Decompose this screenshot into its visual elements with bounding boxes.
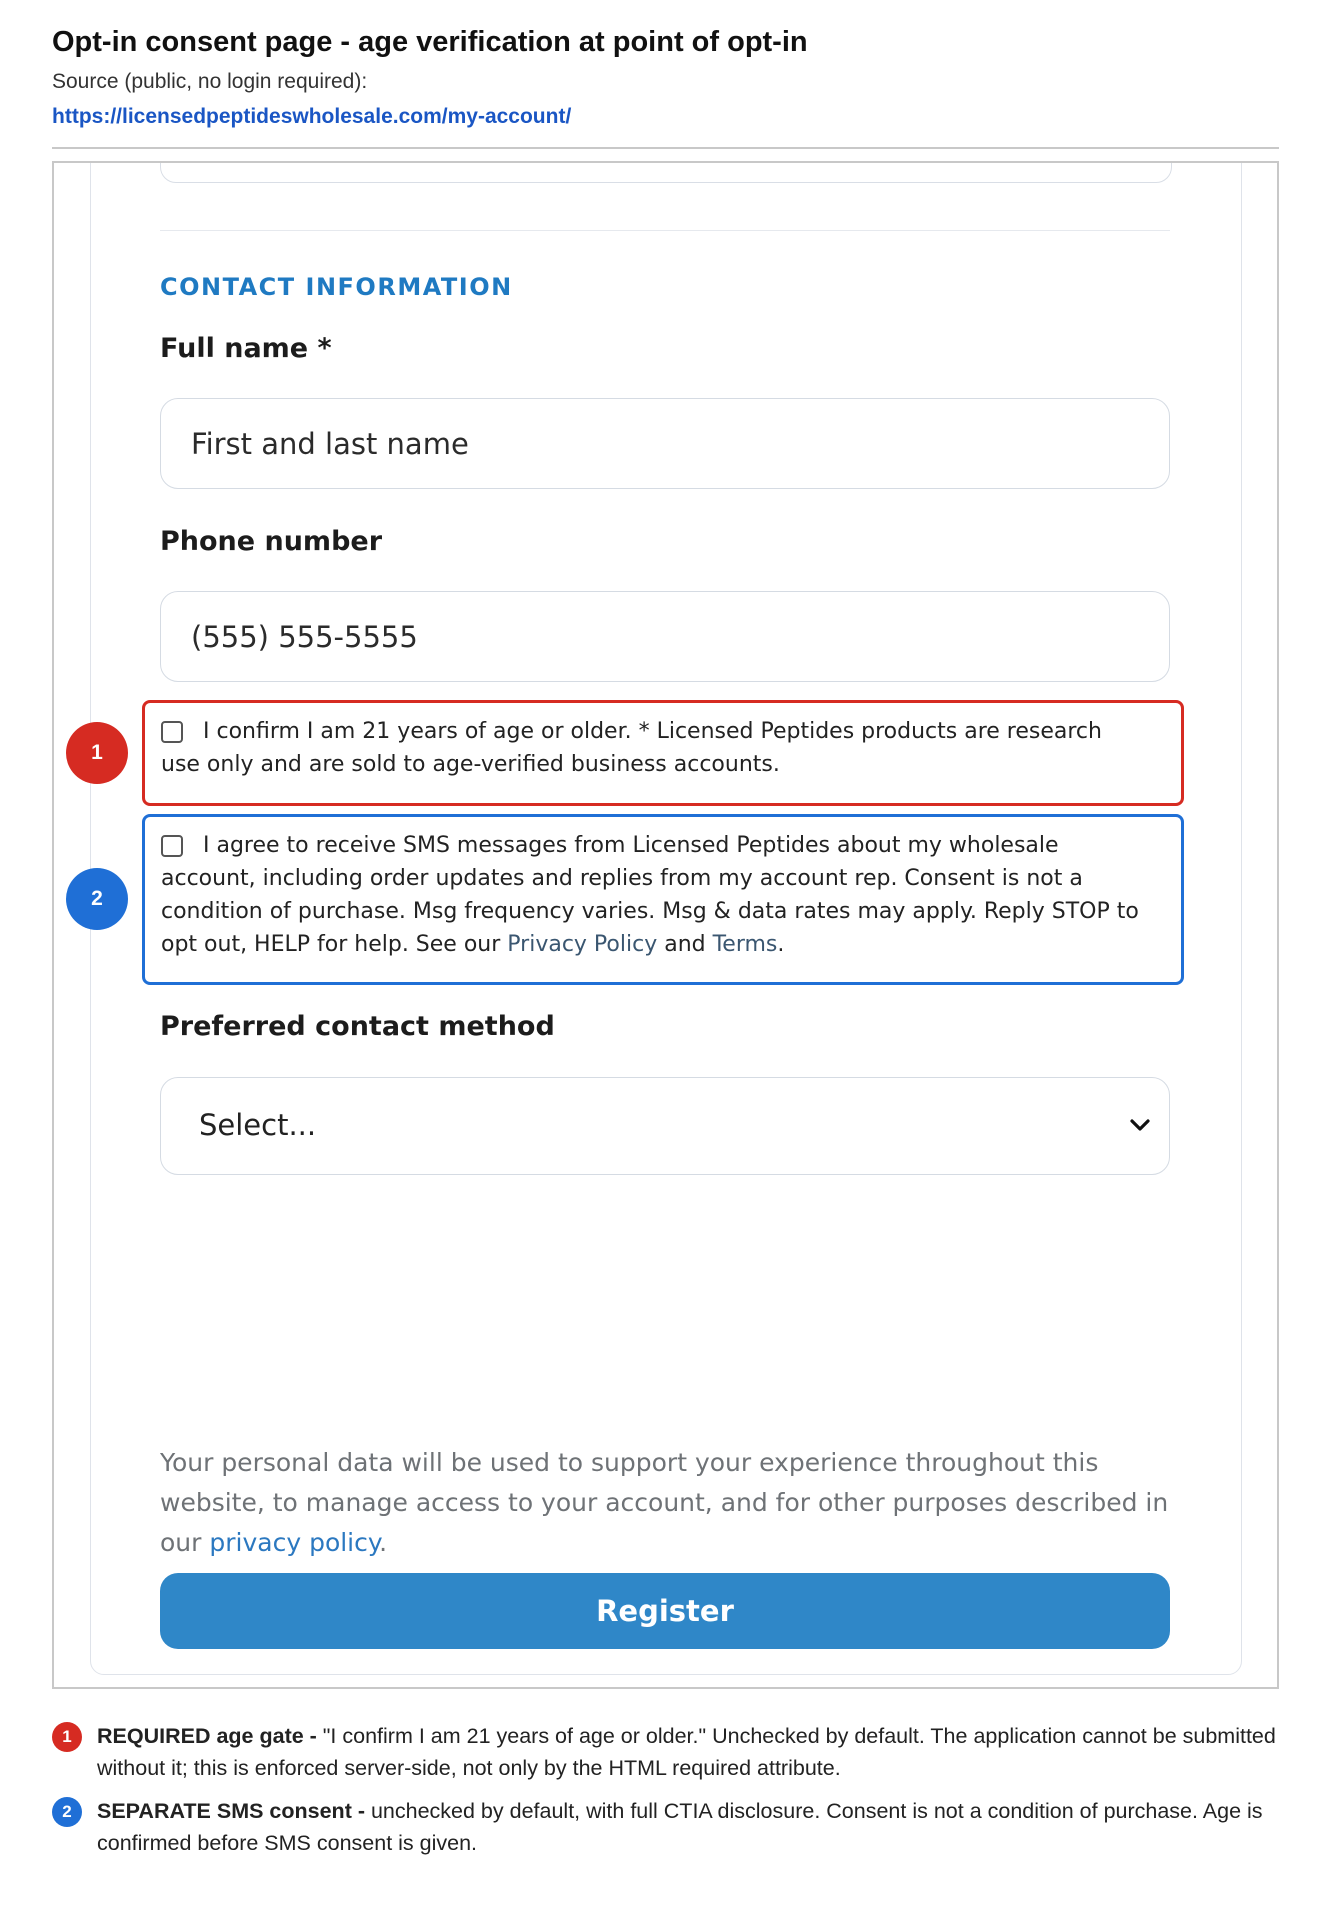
privacy-policy-link[interactable]: Privacy Policy [507,932,658,957]
period-text: . [777,932,785,957]
note-sms-consent-bold: SEPARATE SMS consent - [97,1799,371,1823]
terms-link[interactable]: Terms [712,932,778,957]
contact-method-value: Select... [199,1108,317,1142]
sms-consent-checkbox[interactable] [161,835,183,857]
previous-field-edge [160,161,1172,183]
note-age-gate-bold: REQUIRED age gate - [97,1724,323,1748]
contact-method-select[interactable] [160,1077,1170,1175]
age-consent-checkbox[interactable] [161,721,183,743]
source-label: Source (public, no login required): [52,70,368,93]
page-title: Opt-in consent page - age verification at point of opt-in [52,26,808,58]
note-sms-consent [52,1795,1282,1859]
sms-consent-text: I agree to receive SMS messages from Licensed Peptides about my wholesale account, including order updates and replies from my account rep. Consent is not a condition of purchase. Msg frequency varies. Msg & data rates may apply. Reply STOP to opt out, HELP for help. See our [161,833,1139,957]
full-name-label: Full name * [160,333,332,364]
age-consent-box [142,700,1184,806]
register-button[interactable]: Register [160,1573,1170,1649]
sms-consent-box [142,814,1184,985]
privacy-notice-link[interactable]: privacy policy [209,1528,380,1557]
note-badge-1: 1 [52,1722,82,1752]
sms-consent-badge: 2 [66,868,128,930]
privacy-notice-text: Your personal data will be used to support your experience throughout this website, to manage access to your account, and for other purposes described in our [160,1448,1169,1557]
note-sms-consent-body: unchecked by default, with full CTIA disclosure. Consent is not a condition of purchase. Age is confirmed before SMS consent is given. [97,1799,1263,1855]
note-age-gate [52,1720,1282,1784]
age-consent-text: I confirm I am 21 years of age or older. * Licensed Peptides products are research use only and are sold to age-verified business accounts. [161,719,1102,777]
header-divider [52,147,1279,149]
age-consent-badge: 1 [66,722,128,784]
contact-method-label: Preferred contact method [160,1011,555,1042]
note-age-gate-body: "I confirm I am 21 years of age or older." Unchecked by default. The application cannot be submitted without it; this is enforced server-side, not only by the HTML required attribute. [97,1724,1276,1780]
phone-label: Phone number [160,526,383,557]
source-url-link[interactable]: https://licensedpeptideswholesale.com/my-account/ [52,105,572,128]
full-name-input[interactable] [160,398,1170,489]
privacy-notice [160,1443,1200,1563]
note-age-gate-text [97,1720,1282,1784]
section-heading: CONTACT INFORMATION [160,273,513,301]
note-badge-2: 2 [52,1797,82,1827]
privacy-notice-period: . [379,1528,388,1557]
phone-input[interactable] [160,591,1170,682]
note-sms-consent-text [97,1795,1282,1859]
screenshot-frame [52,161,1279,1689]
and-text: and [657,932,713,957]
section-divider [160,230,1170,231]
chevron-down-icon [1127,1112,1153,1138]
